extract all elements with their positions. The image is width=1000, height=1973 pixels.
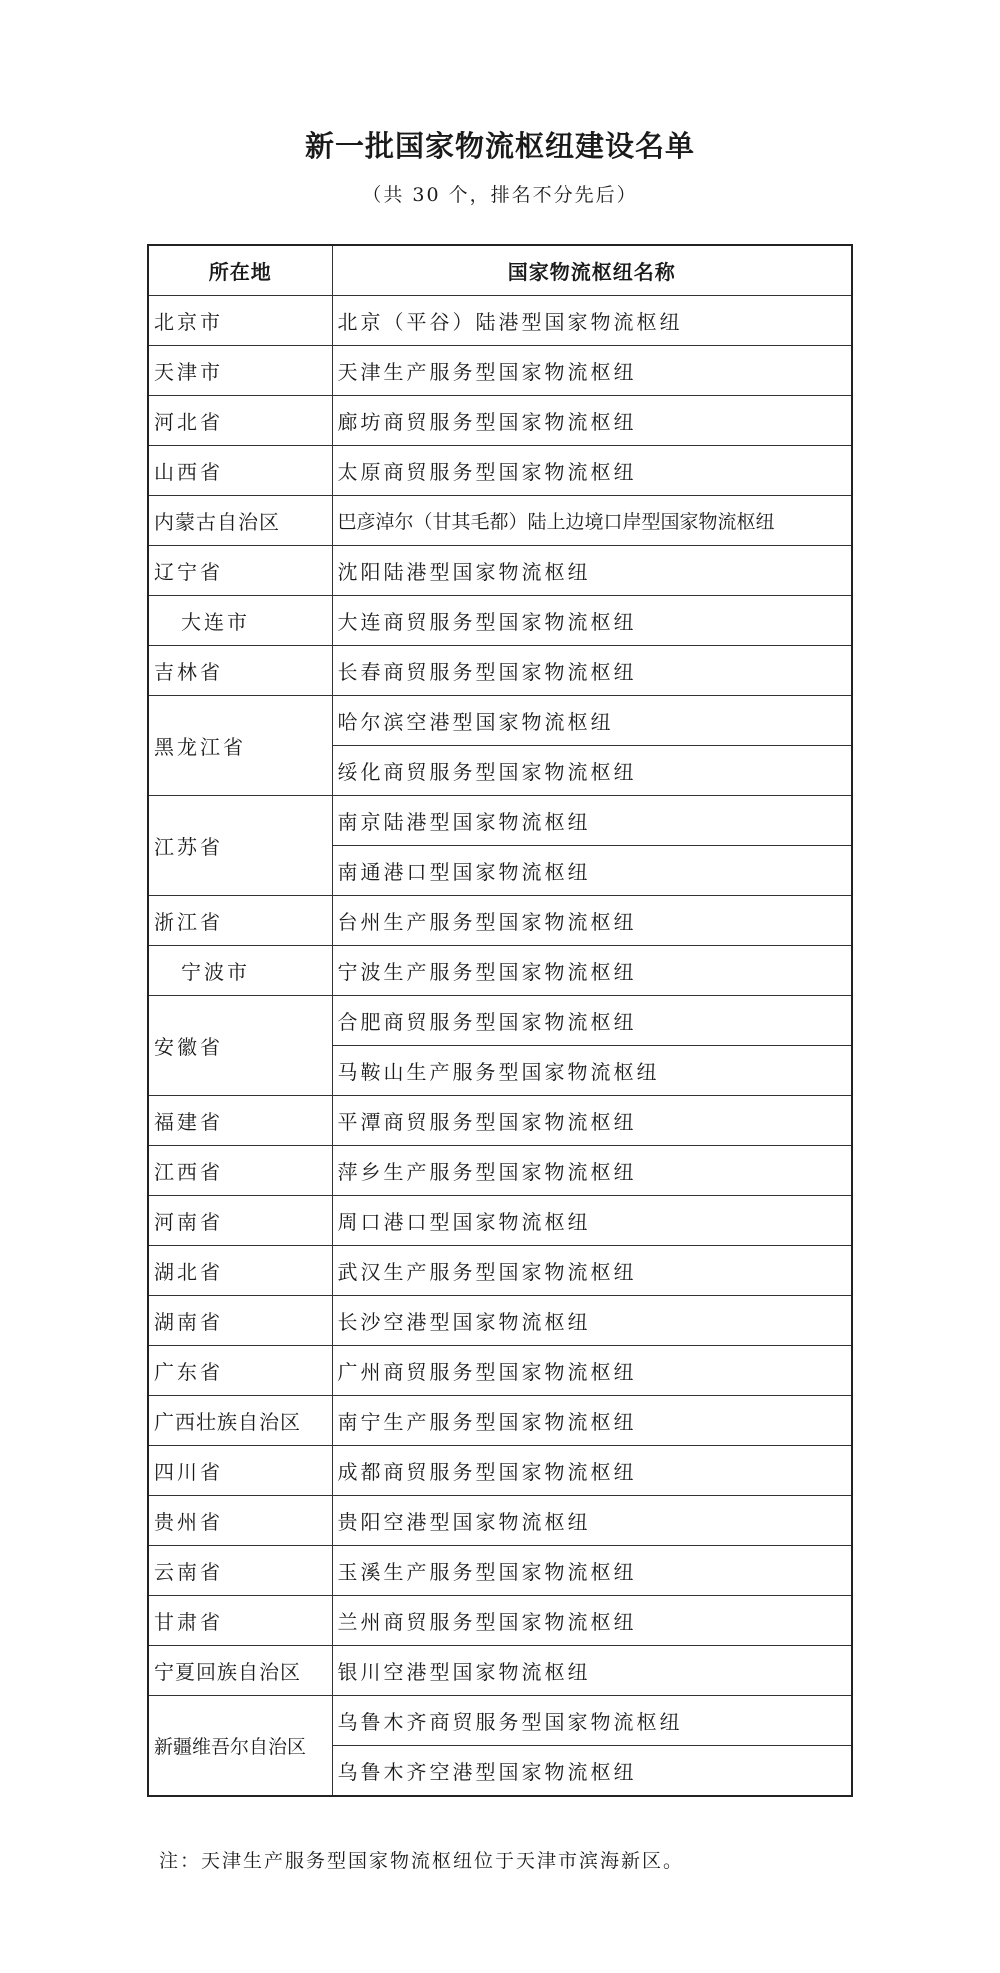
- table-row: [148, 1696, 852, 1746]
- hub-name-cell: 北京（平谷）陆港型国家物流枢纽: [332, 296, 852, 346]
- location-cell: 湖南省: [148, 1296, 332, 1346]
- location-cell: 北京市: [148, 296, 332, 346]
- table-row: [148, 296, 852, 346]
- hub-name-cell: 巴彦淖尔（甘其毛都）陆上边境口岸型国家物流枢纽: [332, 496, 852, 546]
- location-cell: 甘肃省: [148, 1596, 332, 1646]
- hub-name-cell: 萍乡生产服务型国家物流枢纽: [332, 1146, 852, 1196]
- table-row: [148, 1496, 852, 1546]
- table-row: [148, 1446, 852, 1496]
- table-row: [148, 1396, 852, 1446]
- header-hub-name: 国家物流枢纽名称: [332, 245, 852, 296]
- table-row: [148, 496, 852, 546]
- table-row: [148, 1596, 852, 1646]
- hub-name-cell: 大连商贸服务型国家物流枢纽: [332, 596, 852, 646]
- page-title: 新一批国家物流枢纽建设名单: [304, 129, 695, 163]
- location-cell: 贵州省: [148, 1496, 332, 1546]
- table-header-row: [148, 245, 852, 296]
- hub-name-cell: 广州商贸服务型国家物流枢纽: [332, 1346, 852, 1396]
- location-cell: 辽宁省: [148, 546, 332, 596]
- hub-name-cell: 南通港口型国家物流枢纽: [332, 846, 852, 896]
- hub-name-cell: 天津生产服务型国家物流枢纽: [332, 346, 852, 396]
- table-row: [148, 1096, 852, 1146]
- table-row: [148, 596, 852, 646]
- table-row: [148, 696, 852, 746]
- table-row: [148, 1246, 852, 1296]
- hub-list-table: [147, 244, 853, 1797]
- hub-name-cell: 平潭商贸服务型国家物流枢纽: [332, 1096, 852, 1146]
- header-location: 所在地: [148, 245, 332, 296]
- table-row: [148, 1146, 852, 1196]
- location-cell: 湖北省: [148, 1246, 332, 1296]
- location-cell: 吉林省: [148, 646, 332, 696]
- table-row: [148, 1296, 852, 1346]
- location-cell: 云南省: [148, 1546, 332, 1596]
- table-row: [148, 346, 852, 396]
- location-cell: 江西省: [148, 1146, 332, 1196]
- table-row: [148, 1646, 852, 1696]
- table-row: [148, 996, 852, 1046]
- hub-name-cell: 兰州商贸服务型国家物流枢纽: [332, 1596, 852, 1646]
- table-row: [148, 796, 852, 846]
- location-cell: 四川省: [148, 1446, 332, 1496]
- location-cell: 大连市: [148, 596, 332, 646]
- location-cell: 广东省: [148, 1346, 332, 1396]
- hub-name-cell: 马鞍山生产服务型国家物流枢纽: [332, 1046, 852, 1096]
- location-cell: 安徽省: [148, 996, 332, 1096]
- table-row: [148, 646, 852, 696]
- table-row: [148, 546, 852, 596]
- location-cell: 广西壮族自治区: [148, 1396, 332, 1446]
- hub-name-cell: 乌鲁木齐商贸服务型国家物流枢纽: [332, 1696, 852, 1746]
- location-cell: 山西省: [148, 446, 332, 496]
- location-cell: 河南省: [148, 1196, 332, 1246]
- location-cell: 江苏省: [148, 796, 332, 896]
- hub-name-cell: 乌鲁木齐空港型国家物流枢纽: [332, 1746, 852, 1797]
- hub-name-cell: 廊坊商贸服务型国家物流枢纽: [332, 396, 852, 446]
- page-subtitle: （共 30 个，排名不分先后）: [362, 184, 638, 206]
- hub-name-cell: 合肥商贸服务型国家物流枢纽: [332, 996, 852, 1046]
- hub-name-cell: 银川空港型国家物流枢纽: [332, 1646, 852, 1696]
- location-cell: 宁波市: [148, 946, 332, 996]
- location-cell: 新疆维吾尔自治区: [148, 1696, 332, 1797]
- hub-name-cell: 台州生产服务型国家物流枢纽: [332, 896, 852, 946]
- hub-name-cell: 绥化商贸服务型国家物流枢纽: [332, 746, 852, 796]
- hub-name-cell: 武汉生产服务型国家物流枢纽: [332, 1246, 852, 1296]
- hub-name-cell: 哈尔滨空港型国家物流枢纽: [332, 696, 852, 746]
- location-cell: 黑龙江省: [148, 696, 332, 796]
- hub-name-cell: 太原商贸服务型国家物流枢纽: [332, 446, 852, 496]
- table-row: [148, 896, 852, 946]
- hub-name-cell: 玉溪生产服务型国家物流枢纽: [332, 1546, 852, 1596]
- hub-name-cell: 沈阳陆港型国家物流枢纽: [332, 546, 852, 596]
- hub-name-cell: 成都商贸服务型国家物流枢纽: [332, 1446, 852, 1496]
- location-cell: 宁夏回族自治区: [148, 1646, 332, 1696]
- hub-name-cell: 宁波生产服务型国家物流枢纽: [332, 946, 852, 996]
- location-cell: 内蒙古自治区: [148, 496, 332, 546]
- hub-name-cell: 贵阳空港型国家物流枢纽: [332, 1496, 852, 1546]
- location-cell: 福建省: [148, 1096, 332, 1146]
- table-row: [148, 1346, 852, 1396]
- hub-name-cell: 南京陆港型国家物流枢纽: [332, 796, 852, 846]
- location-cell: 天津市: [148, 346, 332, 396]
- location-cell: 河北省: [148, 396, 332, 446]
- hub-name-cell: 南宁生产服务型国家物流枢纽: [332, 1396, 852, 1446]
- location-cell: 浙江省: [148, 896, 332, 946]
- table-row: [148, 1196, 852, 1246]
- table-row: [148, 1546, 852, 1596]
- table-row: [148, 446, 852, 496]
- table-row: [148, 946, 852, 996]
- hub-name-cell: 长春商贸服务型国家物流枢纽: [332, 646, 852, 696]
- table-row: [148, 396, 852, 446]
- hub-name-cell: 长沙空港型国家物流枢纽: [332, 1296, 852, 1346]
- footnote: 注：天津生产服务型国家物流枢纽位于天津市滨海新区。: [159, 1850, 685, 1872]
- hub-name-cell: 周口港口型国家物流枢纽: [332, 1196, 852, 1246]
